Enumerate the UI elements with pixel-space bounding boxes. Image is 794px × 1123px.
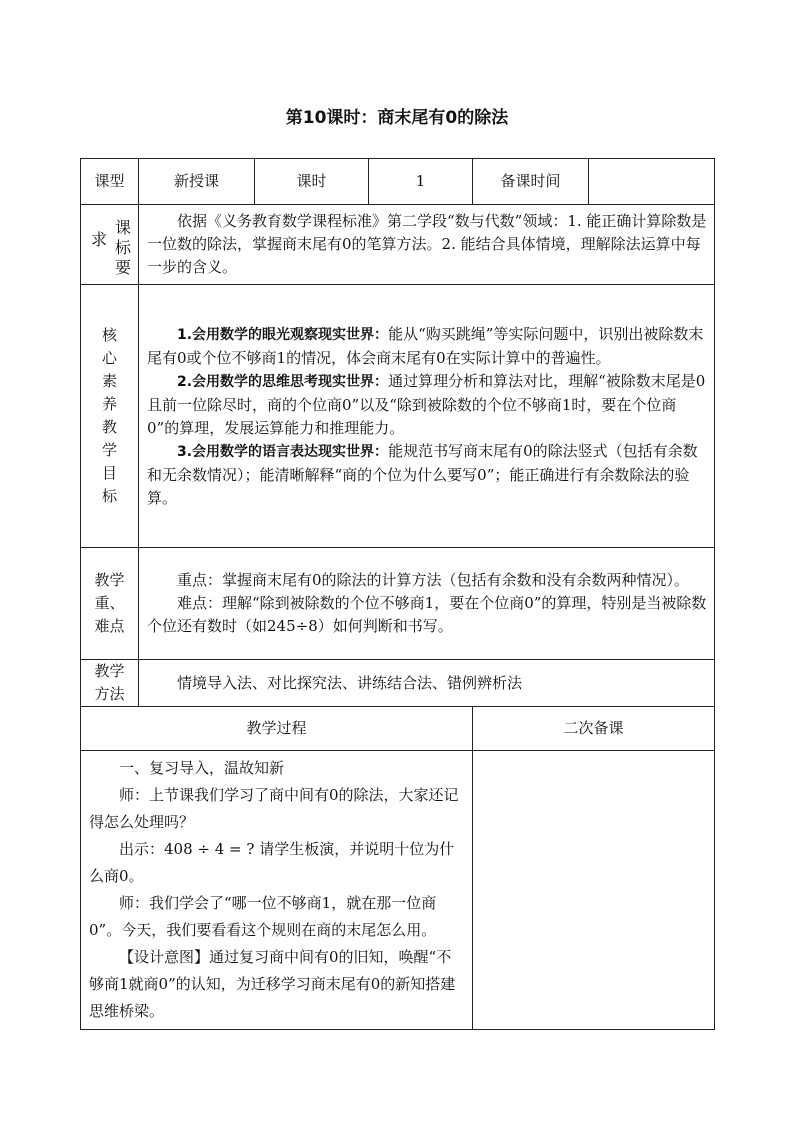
process-para: 师：我们学会了“哪一位不够商1，就在那一位商0”。今天，我们要看看这个规则在商的末尾怎么用。 <box>89 894 437 939</box>
method-label: 教学 方法 <box>81 660 139 707</box>
process-header-row <box>81 707 715 751</box>
second-prep-cell <box>473 751 715 1030</box>
process-para: 出示：408 ÷ 4 = ? 请学生板演，并说明十位为什么商0。 <box>89 840 455 885</box>
curriculum-label: 课 标 求 要 <box>81 205 139 285</box>
page-title: 第10课时：商末尾有0的除法 <box>285 108 509 128</box>
focus-label: 教学 重、 难点 <box>81 548 139 660</box>
hours-label: 课时 <box>255 159 369 205</box>
difficulty-point: 难点：理解“除到被除数的个位不够商1，要在个位商0”的算理，特别是当被除数个位还有数时（如245÷8）如何判断和书写。 <box>147 594 707 635</box>
process-content <box>81 751 473 1030</box>
goal-2: 2.会用数学的思维思考现实世界：通过算理分析和算法对比，理解“被除数末尾是0且前一位除尽时，商的个位商0”以及“除到被除数的个位不够商1时，要在个位商0”的算理，发展运算能力和推理能力。 <box>147 371 706 437</box>
goals-row <box>81 285 715 548</box>
info-row <box>81 159 715 205</box>
goal-3: 3.会用数学的语言表达现实世界：能规范书写商末尾有0的除法竖式（包括有余数和无余数情况）；能清晰解释“商的个位为什么要写0”；能正确进行有余数除法的验算。 <box>147 441 698 507</box>
key-point: 重点：掌握商末尾有0的除法的计算方法（包括有余数和没有余数两种情况）。 <box>177 571 690 589</box>
goal-1: 1.会用数学的眼光观察现实世界：能从“购买跳绳”等实际问题中，识别出被除数末尾有0或个位不够商1的情况，体会商末尾有0在实际计算中的普遍性。 <box>147 324 704 367</box>
process-section-title: 一、复习导入，温故知新 <box>119 759 285 777</box>
curriculum-text: 依据《义务教育数学课程标准》第二学段“数与代数”领域：1. 能正确计算除数是一位数的除法，掌握商末尾有0的笔算方法。2. 能结合具体情境，理解除法运算中每一步的含义。 <box>147 212 707 276</box>
process-row <box>81 751 715 1030</box>
type-value: 新授课 <box>139 159 255 205</box>
lesson-plan-table <box>80 158 715 1030</box>
second-prep-header: 二次备课 <box>473 707 715 751</box>
type-label: 课型 <box>81 159 139 205</box>
design-intent: 【设计意图】通过复习商中间有0的旧知，唤醒“不够商1就商0”的认知，为迁移学习商末尾有0的新知搭建思维桥梁。 <box>89 948 456 1020</box>
hours-value: 1 <box>369 159 473 205</box>
method-row <box>81 660 715 707</box>
goals-label: 核 心 素 养 教 学 目 标 <box>81 285 139 548</box>
method-text: 情境导入法、对比探究法、讲练结合法、错例辨析法 <box>177 673 523 692</box>
prep-time-label: 备课时间 <box>473 159 589 205</box>
focus-row <box>81 548 715 660</box>
process-para: 师：上节课我们学习了商中间有0的除法，大家还记得怎么处理吗？ <box>89 786 459 831</box>
prep-time-value <box>589 159 715 205</box>
process-header: 教学过程 <box>81 707 473 751</box>
curriculum-row <box>81 205 715 285</box>
